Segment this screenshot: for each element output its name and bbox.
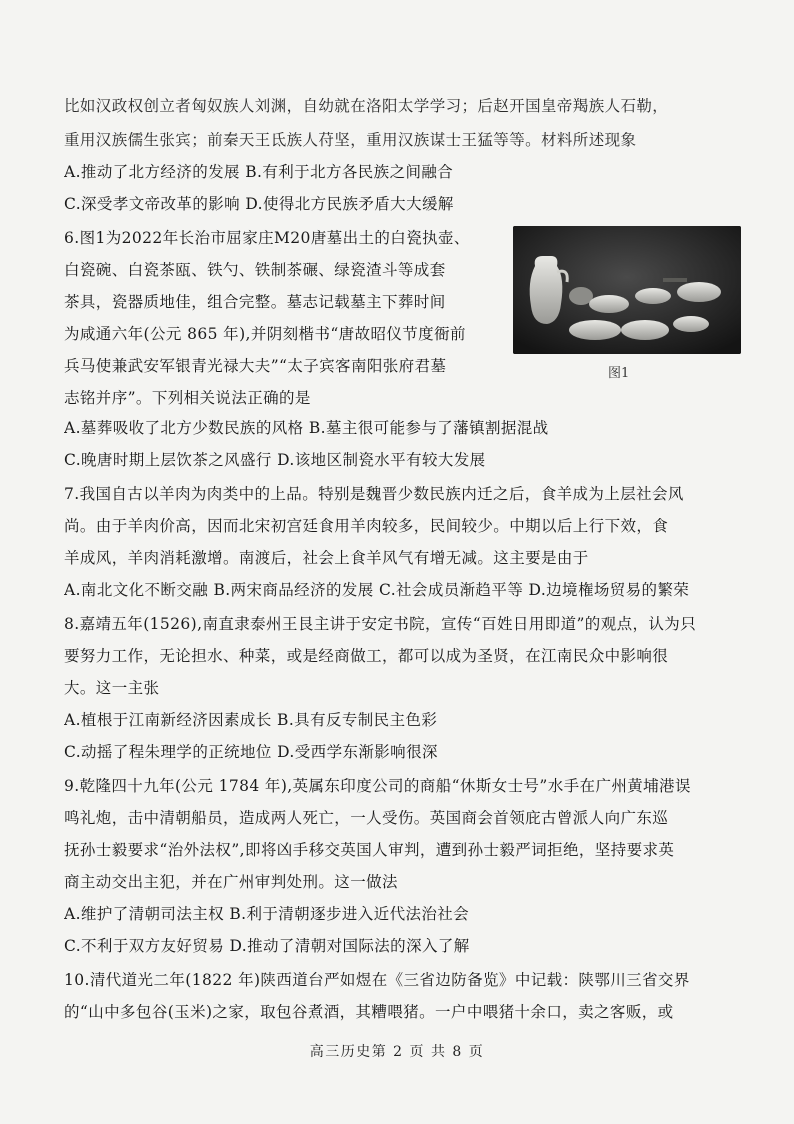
question-8-text: 大。这一主张 <box>64 679 160 697</box>
question-10-text: 的“山中多包谷(玉米)之家，取包谷煮酒，其糟喂猪。一户中喂猪十余口，卖之客贩，或 <box>64 1003 674 1021</box>
question-7-text: 羊成风，羊肉消耗激增。南渡后，社会上食羊风气有增无减。这主要是由于 <box>64 549 589 567</box>
question-8-text: 要努力工作，无论担水、种菜，或是经商做工，都可以成为圣贤，在江南民众中影响很 <box>64 647 669 665</box>
option-line: C.不利于双方友好贸易 D.推动了清朝对国际法的深入了解 <box>64 937 470 955</box>
question-6-text: 白瓷碗、白瓷茶瓯、铁勺、铁制茶碾、绿瓷渣斗等成套 <box>64 261 446 279</box>
question-6-text: 为咸通六年(公元 865 年),并阴刻楷书“唐故昭仪节度衙前 <box>64 325 466 343</box>
option-line: C.深受孝文帝改革的影响 D.使得北方民族矛盾大大缓解 <box>64 195 454 213</box>
option-line: A.墓葬吸收了北方少数民族的风格 B.墓主很可能参与了藩镇割据混战 <box>64 419 549 437</box>
page-footer: 高三历史第 2 页 共 8 页 <box>309 1044 485 1060</box>
option-line: A.植根于江南新经济因素成长 B.具有反专制民主色彩 <box>64 711 438 729</box>
text-line: 比如汉政权创立者匈奴族人刘渊，自幼就在洛阳太学学习；后赵开国皇帝羯族人石勒， <box>64 97 669 115</box>
option-line: C.动摇了程朱理学的正统地位 D.受西学东渐影响很深 <box>64 743 438 761</box>
question-6-text: 6.图1为2022年长治市屈家庄M20唐墓出土的白瓷执壶、 <box>64 229 470 247</box>
question-10-text: 10.清代道光二年(1822 年)陕西道台严如煜在《三省边防备览》中记载：陕鄂川三省交界 <box>64 971 690 989</box>
question-9-text: 商主动交出主犯，并在广州审判处刑。这一做法 <box>64 873 398 891</box>
text-line: 重用汉族儒生张宾；前秦天王氐族人苻坚，重用汉族谋士王猛等等。材料所述现象 <box>64 131 637 149</box>
question-9-text: 9.乾隆四十九年(公元 1784 年),英属东印度公司的商船“休斯女士号”水手在广州黄埔港误 <box>64 777 691 795</box>
question-6-text: 茶具，瓷器质地佳，组合完整。墓志记载墓主下葬时间 <box>64 293 446 311</box>
question-9-text: 鸣礼炮，击中清朝船员，造成两人死亡，一人受伤。英国商会首领庇古曾派人向广东巡 <box>64 809 669 827</box>
figure-caption: 图1 <box>608 366 630 381</box>
question-7-text: 尚。由于羊肉价高，因而北宋初宫廷食用羊肉较多，民间较少。中期以后上行下效，食 <box>64 517 669 535</box>
option-line: A.维护了清朝司法主权 B.利于清朝逐步进入近代法治社会 <box>64 905 470 923</box>
question-7-text: 7.我国自古以羊肉为肉类中的上品。特别是魏晋少数民族内迁之后，食羊成为上层社会风 <box>64 485 684 503</box>
question-9-text: 抚孙士毅要求“治外法权”,即将凶手移交英国人审判，遭到孙士毅严词拒绝，坚持要求英 <box>64 841 675 859</box>
option-line: C.晚唐时期上层饮茶之风盛行 D.该地区制瓷水平有较大发展 <box>64 451 486 469</box>
option-line: A.推动了北方经济的发展 B.有利于北方各民族之间融合 <box>64 163 454 181</box>
figure-porcelain-photo <box>513 226 741 354</box>
question-8-text: 8.嘉靖五年(1526),南直隶泰州王艮主讲于安定书院，宣传“百姓日用即道”的观点，认为只 <box>64 615 697 633</box>
option-line: A.南北文化不断交融 B.两宋商品经济的发展 C.社会成员渐趋平等 D.边境権场贸易的繁荣 <box>64 581 690 599</box>
question-6-text: 志铭并序”。下列相关说法正确的是 <box>64 389 311 407</box>
question-6-text: 兵马使兼武安军银青光禄大夫”“太子宾客南阳张府君墓 <box>64 357 447 375</box>
